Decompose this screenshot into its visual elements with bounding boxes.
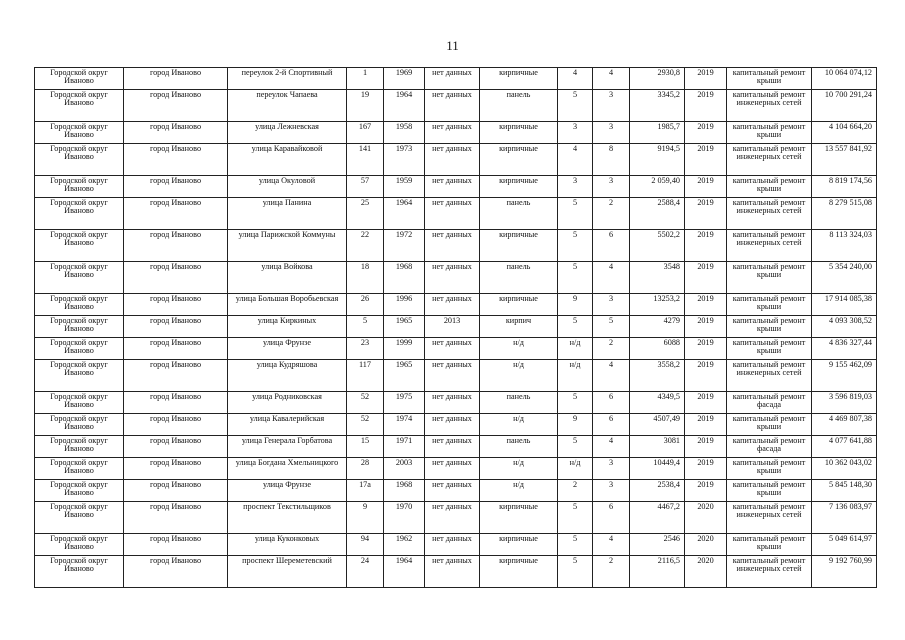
cell-plan-year: 2019 (685, 316, 727, 338)
cell-plan-year: 2019 (685, 90, 727, 122)
cell-okrug: Городской округ Иваново (35, 198, 124, 230)
cell-city: город Иваново (124, 534, 228, 556)
cell-work-type: капитальный ремонт крыши (727, 294, 812, 316)
cell-entrances: 4 (593, 360, 630, 392)
cell-cost: 8 279 515,08 (812, 198, 877, 230)
table-row (35, 392, 877, 414)
housing-registry-table (34, 67, 877, 588)
cell-plan-year: 2019 (685, 294, 727, 316)
cell-city: город Иваново (124, 90, 228, 122)
cell-house-number: 17а (347, 480, 384, 502)
cell-area: 3548 (630, 262, 685, 294)
cell-city: город Иваново (124, 294, 228, 316)
cell-city: город Иваново (124, 144, 228, 176)
cell-house-number: 24 (347, 556, 384, 588)
cell-street: улица Каравайковой (228, 144, 347, 176)
cell-city: город Иваново (124, 436, 228, 458)
cell-okrug: Городской округ Иваново (35, 338, 124, 360)
table-row (35, 316, 877, 338)
cell-wall-material: кирпичные (480, 68, 558, 90)
cell-year-built: 1965 (384, 360, 425, 392)
cell-wall-material: кирпичные (480, 294, 558, 316)
cell-year-built: 1958 (384, 122, 425, 144)
table-row (35, 90, 877, 122)
cell-year-overhaul: нет данных (425, 144, 480, 176)
cell-year-overhaul: нет данных (425, 458, 480, 480)
cell-wall-material: кирпичные (480, 502, 558, 534)
cell-street: улица Панина (228, 198, 347, 230)
cell-street: улица Киркиных (228, 316, 347, 338)
cell-cost: 8 819 174,56 (812, 176, 877, 198)
cell-area: 4507,49 (630, 414, 685, 436)
cell-plan-year: 2019 (685, 176, 727, 198)
cell-work-type: капитальный ремонт инженерных сетей (727, 144, 812, 176)
cell-floors: 5 (558, 198, 593, 230)
cell-year-overhaul: нет данных (425, 360, 480, 392)
cell-okrug: Городской округ Иваново (35, 262, 124, 294)
cell-wall-material: панель (480, 90, 558, 122)
cell-wall-material: кирпичные (480, 144, 558, 176)
cell-house-number: 5 (347, 316, 384, 338)
cell-wall-material: панель (480, 436, 558, 458)
cell-area: 10449,4 (630, 458, 685, 480)
cell-wall-material: н/д (480, 360, 558, 392)
cell-year-built: 1972 (384, 230, 425, 262)
cell-okrug: Городской округ Иваново (35, 316, 124, 338)
table-row (35, 458, 877, 480)
cell-area: 4349,5 (630, 392, 685, 414)
cell-area: 3345,2 (630, 90, 685, 122)
cell-work-type: капитальный ремонт инженерных сетей (727, 556, 812, 588)
cell-year-built: 1959 (384, 176, 425, 198)
cell-work-type: капитальный ремонт инженерных сетей (727, 198, 812, 230)
cell-street: улица Войкова (228, 262, 347, 294)
cell-floors: 3 (558, 122, 593, 144)
table-row (35, 122, 877, 144)
cell-year-built: 1965 (384, 316, 425, 338)
cell-year-overhaul: нет данных (425, 122, 480, 144)
cell-okrug: Городской округ Иваново (35, 414, 124, 436)
cell-okrug: Городской округ Иваново (35, 360, 124, 392)
cell-floors: 5 (558, 436, 593, 458)
cell-floors: н/д (558, 338, 593, 360)
cell-plan-year: 2019 (685, 458, 727, 480)
cell-year-overhaul: нет данных (425, 556, 480, 588)
cell-house-number: 28 (347, 458, 384, 480)
cell-city: город Иваново (124, 338, 228, 360)
cell-wall-material: кирпичные (480, 534, 558, 556)
cell-year-overhaul: нет данных (425, 436, 480, 458)
cell-cost: 17 914 085,38 (812, 294, 877, 316)
cell-area: 3081 (630, 436, 685, 458)
cell-city: город Иваново (124, 458, 228, 480)
cell-street: переулок Чапаева (228, 90, 347, 122)
cell-work-type: капитальный ремонт инженерных сетей (727, 360, 812, 392)
cell-year-built: 1964 (384, 556, 425, 588)
cell-area: 6088 (630, 338, 685, 360)
cell-house-number: 22 (347, 230, 384, 262)
cell-house-number: 57 (347, 176, 384, 198)
cell-year-built: 1964 (384, 198, 425, 230)
cell-okrug: Городской округ Иваново (35, 502, 124, 534)
cell-street: улица Лежневская (228, 122, 347, 144)
cell-street: улица Родниковская (228, 392, 347, 414)
cell-entrances: 2 (593, 338, 630, 360)
cell-year-overhaul: нет данных (425, 392, 480, 414)
table-row (35, 68, 877, 90)
cell-entrances: 2 (593, 556, 630, 588)
table-row (35, 414, 877, 436)
cell-area: 13253,2 (630, 294, 685, 316)
cell-cost: 5 049 614,97 (812, 534, 877, 556)
cell-plan-year: 2019 (685, 392, 727, 414)
cell-work-type: капитальный ремонт крыши (727, 68, 812, 90)
cell-cost: 4 093 308,52 (812, 316, 877, 338)
cell-street: улица Кавалерийская (228, 414, 347, 436)
cell-city: город Иваново (124, 68, 228, 90)
cell-street: улица Большая Воробьевская (228, 294, 347, 316)
cell-wall-material: н/д (480, 480, 558, 502)
table-row (35, 230, 877, 262)
cell-year-overhaul: нет данных (425, 414, 480, 436)
cell-entrances: 3 (593, 294, 630, 316)
cell-work-type: капитальный ремонт крыши (727, 338, 812, 360)
cell-area: 4279 (630, 316, 685, 338)
cell-street: проспект Текстильщиков (228, 502, 347, 534)
table-row (35, 338, 877, 360)
cell-year-overhaul: нет данных (425, 176, 480, 198)
cell-house-number: 94 (347, 534, 384, 556)
cell-year-built: 1970 (384, 502, 425, 534)
cell-floors: 3 (558, 176, 593, 198)
cell-year-overhaul: 2013 (425, 316, 480, 338)
cell-entrances: 6 (593, 392, 630, 414)
cell-floors: 5 (558, 534, 593, 556)
cell-year-built: 1964 (384, 90, 425, 122)
cell-house-number: 52 (347, 414, 384, 436)
cell-okrug: Городской округ Иваново (35, 458, 124, 480)
cell-cost: 9 155 462,09 (812, 360, 877, 392)
cell-plan-year: 2019 (685, 414, 727, 436)
cell-street: улица Окуловой (228, 176, 347, 198)
cell-area: 5502,2 (630, 230, 685, 262)
cell-floors: 5 (558, 392, 593, 414)
cell-year-overhaul: нет данных (425, 198, 480, 230)
cell-year-overhaul: нет данных (425, 294, 480, 316)
cell-house-number: 141 (347, 144, 384, 176)
cell-okrug: Городской округ Иваново (35, 556, 124, 588)
cell-work-type: капитальный ремонт инженерных сетей (727, 502, 812, 534)
cell-cost: 4 077 641,88 (812, 436, 877, 458)
cell-year-built: 1971 (384, 436, 425, 458)
cell-year-built: 1969 (384, 68, 425, 90)
cell-entrances: 6 (593, 414, 630, 436)
cell-house-number: 26 (347, 294, 384, 316)
cell-okrug: Городской округ Иваново (35, 90, 124, 122)
table-row (35, 198, 877, 230)
cell-city: город Иваново (124, 556, 228, 588)
cell-city: город Иваново (124, 316, 228, 338)
cell-wall-material: кирпичные (480, 230, 558, 262)
cell-work-type: капитальный ремонт крыши (727, 262, 812, 294)
table-row (35, 294, 877, 316)
cell-street: улица Куконковых (228, 534, 347, 556)
cell-plan-year: 2019 (685, 198, 727, 230)
cell-year-overhaul: нет данных (425, 68, 480, 90)
cell-cost: 10 064 074,12 (812, 68, 877, 90)
cell-cost: 5 354 240,00 (812, 262, 877, 294)
cell-street: переулок 2-й Спортивный (228, 68, 347, 90)
cell-cost: 8 113 324,03 (812, 230, 877, 262)
cell-cost: 4 836 327,44 (812, 338, 877, 360)
table-row (35, 436, 877, 458)
cell-plan-year: 2019 (685, 144, 727, 176)
cell-area: 2930,8 (630, 68, 685, 90)
cell-wall-material: н/д (480, 414, 558, 436)
cell-work-type: капитальный ремонт инженерных сетей (727, 230, 812, 262)
table-body (35, 68, 877, 588)
cell-house-number: 25 (347, 198, 384, 230)
cell-house-number: 19 (347, 90, 384, 122)
cell-house-number: 9 (347, 502, 384, 534)
cell-cost: 9 192 760,99 (812, 556, 877, 588)
cell-okrug: Городской округ Иваново (35, 294, 124, 316)
cell-plan-year: 2019 (685, 230, 727, 262)
cell-entrances: 3 (593, 176, 630, 198)
cell-work-type: капитальный ремонт фасада (727, 392, 812, 414)
cell-plan-year: 2020 (685, 502, 727, 534)
cell-plan-year: 2019 (685, 360, 727, 392)
cell-wall-material: панель (480, 198, 558, 230)
table-row (35, 176, 877, 198)
cell-area: 9194,5 (630, 144, 685, 176)
cell-wall-material: панель (480, 392, 558, 414)
cell-year-overhaul: нет данных (425, 502, 480, 534)
cell-floors: н/д (558, 360, 593, 392)
cell-entrances: 4 (593, 436, 630, 458)
cell-house-number: 15 (347, 436, 384, 458)
cell-work-type: капитальный ремонт крыши (727, 480, 812, 502)
table-row (35, 144, 877, 176)
cell-plan-year: 2019 (685, 262, 727, 294)
cell-work-type: капитальный ремонт крыши (727, 316, 812, 338)
cell-floors: 5 (558, 502, 593, 534)
cell-area: 1985,7 (630, 122, 685, 144)
cell-cost: 5 845 148,30 (812, 480, 877, 502)
cell-year-overhaul: нет данных (425, 338, 480, 360)
cell-city: город Иваново (124, 176, 228, 198)
cell-work-type: капитальный ремонт крыши (727, 458, 812, 480)
cell-entrances: 3 (593, 122, 630, 144)
cell-okrug: Городской округ Иваново (35, 68, 124, 90)
cell-entrances: 6 (593, 230, 630, 262)
cell-street: улица Фрунзе (228, 480, 347, 502)
cell-house-number: 117 (347, 360, 384, 392)
cell-street: улица Генерала Горбатова (228, 436, 347, 458)
cell-city: город Иваново (124, 230, 228, 262)
cell-wall-material: кирпичные (480, 176, 558, 198)
cell-house-number: 18 (347, 262, 384, 294)
cell-work-type: капитальный ремонт крыши (727, 176, 812, 198)
cell-okrug: Городской округ Иваново (35, 392, 124, 414)
cell-work-type: капитальный ремонт крыши (727, 534, 812, 556)
cell-plan-year: 2019 (685, 122, 727, 144)
cell-floors: 5 (558, 556, 593, 588)
cell-year-overhaul: нет данных (425, 262, 480, 294)
cell-year-built: 1996 (384, 294, 425, 316)
cell-floors: 2 (558, 480, 593, 502)
cell-year-overhaul: нет данных (425, 90, 480, 122)
cell-work-type: капитальный ремонт крыши (727, 414, 812, 436)
cell-okrug: Городской округ Иваново (35, 122, 124, 144)
cell-floors: н/д (558, 458, 593, 480)
cell-work-type: капитальный ремонт крыши (727, 122, 812, 144)
cell-entrances: 8 (593, 144, 630, 176)
cell-okrug: Городской округ Иваново (35, 534, 124, 556)
cell-year-built: 1973 (384, 144, 425, 176)
cell-year-overhaul: нет данных (425, 480, 480, 502)
cell-year-built: 2003 (384, 458, 425, 480)
cell-entrances: 3 (593, 90, 630, 122)
cell-floors: 5 (558, 90, 593, 122)
cell-wall-material: н/д (480, 338, 558, 360)
table-row (35, 556, 877, 588)
cell-wall-material: кирпич (480, 316, 558, 338)
cell-cost: 13 557 841,92 (812, 144, 877, 176)
cell-year-built: 1968 (384, 480, 425, 502)
page-number: 11 (446, 38, 459, 53)
cell-year-built: 1974 (384, 414, 425, 436)
cell-city: город Иваново (124, 122, 228, 144)
cell-street: улица Кудряшова (228, 360, 347, 392)
cell-year-overhaul: нет данных (425, 534, 480, 556)
cell-street: улица Фрунзе (228, 338, 347, 360)
cell-wall-material: кирпичные (480, 556, 558, 588)
cell-floors: 9 (558, 294, 593, 316)
cell-city: город Иваново (124, 480, 228, 502)
cell-year-built: 1968 (384, 262, 425, 294)
cell-entrances: 4 (593, 68, 630, 90)
cell-cost: 7 136 083,97 (812, 502, 877, 534)
table-row (35, 534, 877, 556)
cell-okrug: Городской округ Иваново (35, 144, 124, 176)
cell-year-built: 1975 (384, 392, 425, 414)
cell-floors: 5 (558, 262, 593, 294)
cell-plan-year: 2019 (685, 68, 727, 90)
cell-house-number: 167 (347, 122, 384, 144)
cell-okrug: Городской округ Иваново (35, 436, 124, 458)
cell-okrug: Городской округ Иваново (35, 176, 124, 198)
cell-entrances: 4 (593, 534, 630, 556)
cell-wall-material: н/д (480, 458, 558, 480)
cell-city: город Иваново (124, 262, 228, 294)
cell-entrances: 3 (593, 458, 630, 480)
table-row (35, 480, 877, 502)
cell-cost: 10 700 291,24 (812, 90, 877, 122)
cell-floors: 5 (558, 230, 593, 262)
cell-house-number: 1 (347, 68, 384, 90)
cell-year-built: 1999 (384, 338, 425, 360)
cell-floors: 9 (558, 414, 593, 436)
cell-house-number: 23 (347, 338, 384, 360)
cell-city: город Иваново (124, 414, 228, 436)
cell-street: проспект Шереметевский (228, 556, 347, 588)
cell-city: город Иваново (124, 392, 228, 414)
cell-entrances: 3 (593, 480, 630, 502)
cell-plan-year: 2019 (685, 436, 727, 458)
cell-okrug: Городской округ Иваново (35, 480, 124, 502)
cell-city: город Иваново (124, 360, 228, 392)
cell-year-built: 1962 (384, 534, 425, 556)
cell-entrances: 6 (593, 502, 630, 534)
cell-plan-year: 2020 (685, 534, 727, 556)
cell-entrances: 5 (593, 316, 630, 338)
cell-plan-year: 2019 (685, 480, 727, 502)
cell-wall-material: панель (480, 262, 558, 294)
cell-cost: 10 362 043,02 (812, 458, 877, 480)
cell-cost: 4 104 664,20 (812, 122, 877, 144)
cell-area: 2 059,40 (630, 176, 685, 198)
cell-area: 2116,5 (630, 556, 685, 588)
cell-floors: 5 (558, 316, 593, 338)
cell-street: улица Парижской Коммуны (228, 230, 347, 262)
table-row (35, 360, 877, 392)
cell-year-overhaul: нет данных (425, 230, 480, 262)
cell-entrances: 4 (593, 262, 630, 294)
cell-plan-year: 2020 (685, 556, 727, 588)
cell-okrug: Городской округ Иваново (35, 230, 124, 262)
cell-work-type: капитальный ремонт инженерных сетей (727, 90, 812, 122)
cell-cost: 4 469 807,38 (812, 414, 877, 436)
table-row (35, 262, 877, 294)
cell-entrances: 2 (593, 198, 630, 230)
cell-wall-material: кирпичные (480, 122, 558, 144)
cell-floors: 4 (558, 144, 593, 176)
cell-street: улица Богдана Хмельницкого (228, 458, 347, 480)
cell-area: 2546 (630, 534, 685, 556)
cell-floors: 4 (558, 68, 593, 90)
table-row (35, 502, 877, 534)
cell-area: 4467,2 (630, 502, 685, 534)
cell-cost: 3 596 819,03 (812, 392, 877, 414)
cell-house-number: 52 (347, 392, 384, 414)
cell-area: 3558,2 (630, 360, 685, 392)
cell-work-type: капитальный ремонт фасада (727, 436, 812, 458)
cell-area: 2538,4 (630, 480, 685, 502)
cell-city: город Иваново (124, 198, 228, 230)
cell-plan-year: 2019 (685, 338, 727, 360)
cell-city: город Иваново (124, 502, 228, 534)
cell-area: 2588,4 (630, 198, 685, 230)
